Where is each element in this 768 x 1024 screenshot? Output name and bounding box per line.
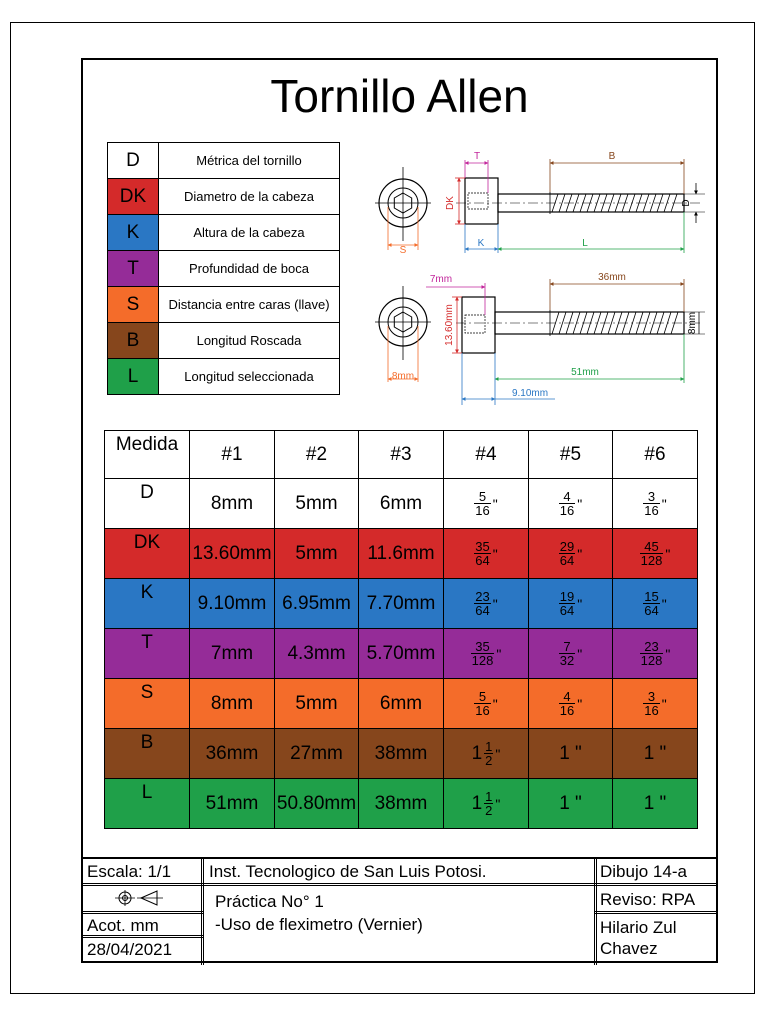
column-header-size: #3 (359, 431, 444, 479)
legend-row (108, 251, 340, 287)
column-header-size: #2 (275, 431, 359, 479)
dim-l-label-2: 51mm (571, 367, 599, 378)
table-cell: 36mm (190, 729, 275, 779)
fraction (559, 590, 575, 617)
fraction-denominator: 16 (559, 503, 575, 518)
inch-mark: " (496, 645, 502, 662)
table-cell: 11.6mm (359, 529, 444, 579)
title-block-divider (594, 911, 718, 914)
fraction-numerator: 23 (475, 589, 490, 604)
dim-l-label-1: L (582, 238, 588, 249)
table-cell (444, 479, 529, 529)
dim-t-label-2: 7mm (429, 274, 453, 285)
table-cell: 4.3mm (275, 629, 359, 679)
table-cell: 8mm (190, 479, 275, 529)
table-cell: 7.70mm (359, 579, 444, 629)
dim-dk-label-2: 13.60mm (444, 304, 455, 346)
legend-description: Profundidad de boca (159, 251, 340, 287)
inch-mark: " (665, 545, 671, 562)
table-cell (444, 729, 529, 779)
units-label: Acot. mm (87, 916, 159, 935)
table-cell: 5.70mm (359, 629, 444, 679)
table-cell: 6mm (359, 479, 444, 529)
practice-topic: -Uso de fleximetro (Vernier) (215, 915, 423, 934)
fraction-numerator: 3 (643, 690, 659, 704)
fraction-denominator: 64 (559, 553, 575, 568)
title-block-divider (81, 911, 204, 914)
dim-k-label-2: 9.10mm (511, 388, 549, 399)
scale-label: Escala: 1/1 (87, 862, 172, 881)
author-name-line2: Chavez (600, 939, 658, 958)
fraction-numerator: 1 (485, 789, 493, 804)
inch-mark: " (577, 495, 583, 512)
legend-row (108, 215, 340, 251)
dim-s-label-2: 8mm (391, 371, 415, 382)
fraction-numerator: 15 (644, 589, 659, 604)
fraction (474, 690, 490, 717)
legend-row (108, 179, 340, 215)
fraction-numerator: 19 (559, 589, 575, 604)
title-block (81, 857, 718, 965)
table-cell: 1 " (529, 779, 613, 829)
head-end-view-1 (375, 167, 431, 256)
legend-row (108, 359, 340, 395)
institute-name: Inst. Tecnologico de San Luis Potosi. (209, 862, 487, 881)
fraction-denominator: 2 (485, 753, 493, 768)
fraction-numerator: 1 (485, 739, 493, 754)
legend-symbol: T (108, 251, 159, 287)
fraction (471, 640, 495, 667)
fraction (643, 490, 659, 517)
inch-mark: " (661, 595, 667, 612)
inch-mark: " (492, 545, 498, 562)
fraction (559, 490, 575, 517)
table-row (105, 479, 698, 529)
table-cell (529, 529, 613, 579)
table-cell: 38mm (359, 729, 444, 779)
fraction-denominator: 2 (485, 803, 493, 818)
measurements-table (104, 430, 698, 829)
legend-symbol: K (108, 215, 159, 251)
fraction-denominator: 64 (644, 603, 659, 618)
table-cell: 1 " (613, 779, 698, 829)
table-cell: 5mm (275, 529, 359, 579)
row-label: L (105, 779, 190, 829)
inch-mark: " (492, 595, 498, 612)
table-cell (613, 579, 698, 629)
fraction-numerator: 35 (471, 640, 495, 654)
fraction-numerator: 35 (475, 539, 490, 554)
dim-t-label-1: T (473, 151, 481, 162)
table-row (105, 529, 698, 579)
row-label: S (105, 679, 190, 729)
legend-row (108, 323, 340, 359)
fraction-numerator: 3 (643, 490, 659, 504)
fraction (643, 690, 659, 717)
fraction (484, 790, 493, 817)
fraction-denominator: 128 (471, 653, 494, 668)
fraction-denominator: 128 (640, 653, 663, 668)
table-cell (613, 529, 698, 579)
inch-mark: " (492, 495, 498, 512)
table-cell: 38mm (359, 779, 444, 829)
reviewer: Reviso: RPA (600, 890, 696, 909)
table-cell (529, 679, 613, 729)
inch-mark: " (577, 595, 583, 612)
inch-mark: " (665, 645, 671, 662)
legend-description: Distancia entre caras (llave) (159, 287, 340, 323)
fraction (474, 540, 490, 567)
column-header-size: #4 (444, 431, 529, 479)
fraction-numerator: 29 (559, 539, 575, 554)
legend-row (108, 143, 340, 179)
row-label: DK (105, 529, 190, 579)
fraction-denominator: 16 (559, 703, 575, 718)
dim-d-label-1: D (681, 199, 692, 207)
fraction-denominator: 16 (475, 503, 490, 518)
inch-mark: " (492, 695, 498, 712)
fraction-denominator: 32 (559, 653, 575, 668)
legend-table (107, 142, 340, 395)
fraction (484, 740, 493, 767)
fraction-numerator: 5 (474, 690, 490, 704)
row-label: B (105, 729, 190, 779)
table-cell: 6.95mm (275, 579, 359, 629)
screw-drawings (360, 145, 710, 410)
table-cell: 1 " (613, 729, 698, 779)
fraction-numerator: 4 (559, 690, 575, 704)
fraction (643, 590, 659, 617)
table-cell (444, 629, 529, 679)
legend-symbol: L (108, 359, 159, 395)
fraction-numerator: 23 (640, 640, 664, 654)
column-header-size: #5 (529, 431, 613, 479)
page-title: Tornillo Allen (270, 70, 529, 122)
legend-description: Longitud seleccionada (159, 359, 340, 395)
author-name-line1: Hilario Zul (600, 918, 677, 937)
column-header-medida: Medida (105, 431, 190, 479)
drawing-number: Dibujo 14-a (600, 862, 687, 881)
fraction-numerator: 5 (474, 490, 490, 504)
fraction (474, 490, 490, 517)
table-cell: 51mm (190, 779, 275, 829)
fraction-denominator: 16 (475, 703, 490, 718)
fraction (640, 640, 664, 667)
table-cell (444, 679, 529, 729)
dim-b-label-1: B (608, 151, 616, 162)
dim-s-label-1: S (399, 245, 407, 256)
dim-k-label-1: K (477, 238, 485, 249)
table-cell: 5mm (275, 679, 359, 729)
inch-mark: " (661, 695, 667, 712)
table-row (105, 679, 698, 729)
table-cell (529, 579, 613, 629)
table-cell: 5mm (275, 479, 359, 529)
dim-dk-label-1: DK (445, 196, 456, 210)
practice-number: Práctica No° 1 (215, 892, 324, 911)
row-label: T (105, 629, 190, 679)
legend-description: Diametro de la cabeza (159, 179, 340, 215)
legend-symbol: D (108, 143, 159, 179)
fraction-whole: 1 (471, 742, 483, 764)
legend-symbol: S (108, 287, 159, 323)
table-cell: 50.80mm (275, 779, 359, 829)
fraction-numerator: 4 (559, 490, 575, 504)
fraction (559, 640, 575, 667)
table-cell: 8mm (190, 679, 275, 729)
fraction-numerator: 7 (559, 640, 575, 654)
fraction-denominator: 64 (475, 553, 490, 568)
date-label: 28/04/2021 (87, 940, 173, 959)
table-row (105, 779, 698, 829)
projection-symbol-icon (111, 889, 171, 907)
legend-row (108, 287, 340, 323)
column-header-size: #1 (190, 431, 275, 479)
table-cell: 6mm (359, 679, 444, 729)
dim-b-label-2: 36mm (598, 272, 626, 283)
title-block-divider (204, 883, 594, 886)
column-header-size: #6 (613, 431, 698, 479)
inch-mark: " (577, 645, 583, 662)
table-cell (613, 629, 698, 679)
legend-symbol: DK (108, 179, 159, 215)
fraction (474, 590, 490, 617)
table-row (105, 729, 698, 779)
fraction-denominator: 16 (644, 703, 659, 718)
inch-mark: " (661, 495, 667, 512)
fraction-denominator: 64 (559, 603, 575, 618)
inch-mark: " (577, 545, 583, 562)
table-cell: 7mm (190, 629, 275, 679)
inch-mark: " (495, 795, 501, 812)
title-block-divider (594, 883, 718, 886)
table-cell (613, 679, 698, 729)
legend-symbol: B (108, 323, 159, 359)
table-row (105, 579, 698, 629)
table-cell (444, 529, 529, 579)
table-cell: 1 " (529, 729, 613, 779)
row-label: K (105, 579, 190, 629)
title-block-divider (81, 883, 204, 886)
fraction (559, 690, 575, 717)
fraction-whole: 1 (471, 792, 483, 814)
table-cell (613, 479, 698, 529)
table-cell (529, 479, 613, 529)
inch-mark: " (577, 695, 583, 712)
inch-mark: " (495, 745, 501, 762)
screw-side-view-2 (426, 272, 705, 405)
table-cell: 27mm (275, 729, 359, 779)
fraction-denominator: 128 (640, 553, 663, 568)
fraction-denominator: 64 (475, 603, 490, 618)
row-label: D (105, 479, 190, 529)
dim-d-label-2: 8mm (687, 311, 698, 335)
table-cell (444, 579, 529, 629)
head-end-view-2 (375, 286, 431, 382)
table-cell: 9.10mm (190, 579, 275, 629)
screw-side-view-1 (445, 151, 705, 253)
legend-description: Altura de la cabeza (159, 215, 340, 251)
fraction-numerator: 45 (640, 540, 664, 554)
legend-description: Métrica del tornillo (159, 143, 340, 179)
fraction-denominator: 16 (644, 503, 659, 518)
legend-description: Longitud Roscada (159, 323, 340, 359)
table-row (105, 629, 698, 679)
fraction (559, 540, 575, 567)
table-cell (444, 779, 529, 829)
table-cell (529, 629, 613, 679)
table-cell: 13.60mm (190, 529, 275, 579)
fraction (640, 540, 664, 567)
